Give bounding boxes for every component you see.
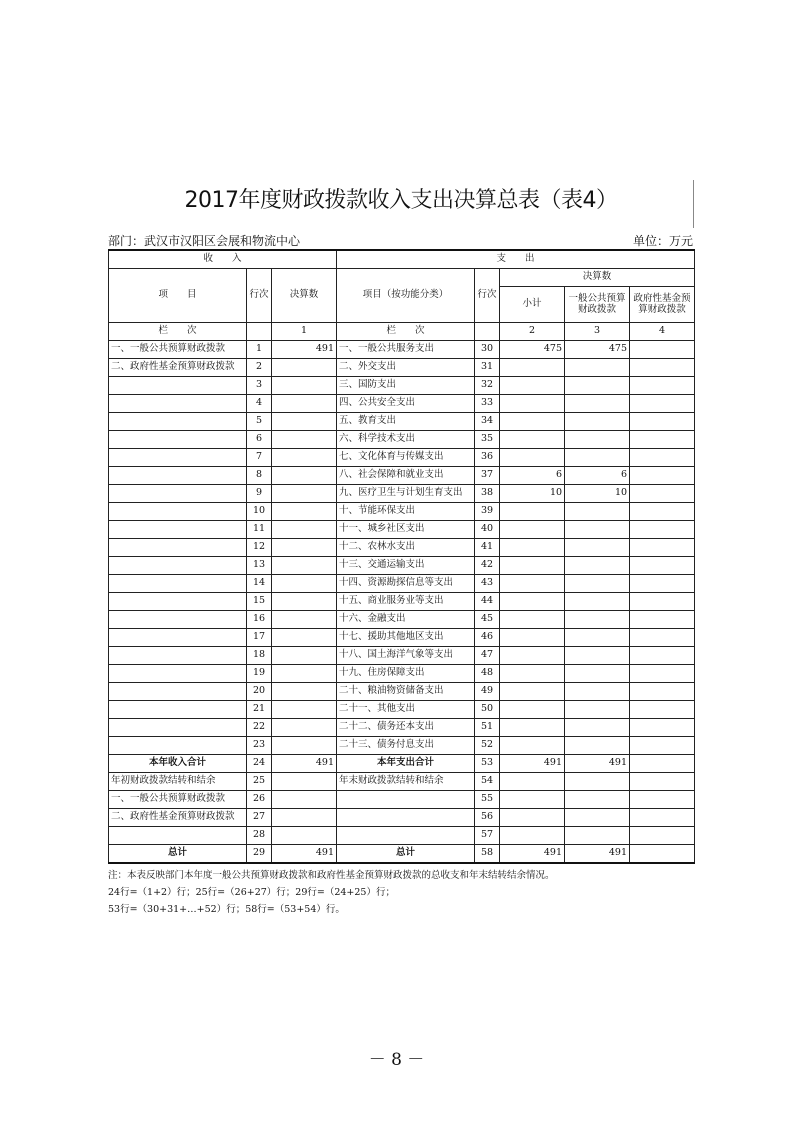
expense-general-budget [565, 593, 630, 611]
expense-general-budget [565, 413, 630, 431]
income-line-no: 2 [247, 359, 272, 377]
expense-general-budget [565, 665, 630, 683]
expense-item: 九、医疗卫生与计划生育支出 [337, 485, 475, 503]
expense-gov-fund [630, 485, 695, 503]
expense-line-no: 54 [475, 773, 500, 791]
income-amount: 491 [272, 755, 337, 773]
expense-item: 十九、住房保障支出 [337, 665, 475, 683]
expense-subtotal [500, 773, 565, 791]
expense-line-no: 58 [475, 845, 500, 864]
income-amount [272, 485, 337, 503]
expense-subtotal [500, 413, 565, 431]
general-budget-header: 一般公共预算财政拨款 [565, 287, 630, 323]
notes [108, 867, 555, 918]
income-line-no: 13 [247, 557, 272, 575]
expense-line-no: 40 [475, 521, 500, 539]
expense-item: 二十三、债务付息支出 [337, 737, 475, 755]
income-line-no: 10 [247, 503, 272, 521]
income-item [109, 719, 247, 737]
budget-table [108, 249, 695, 864]
income-item: 二、政府性基金预算财政拨款 [109, 809, 247, 827]
expense-line-no: 48 [475, 665, 500, 683]
table-row [109, 683, 695, 701]
expense-gov-fund [630, 701, 695, 719]
expense-line-no: 38 [475, 485, 500, 503]
expense-item [337, 809, 475, 827]
expense-subtotal [500, 503, 565, 521]
expense-item: 六、科学技术支出 [337, 431, 475, 449]
department-label: 部门：武汉市汉阳区会展和物流中心 [108, 234, 301, 248]
expense-header: 支 出 [337, 250, 695, 269]
expense-subtotal [500, 521, 565, 539]
expense-general-budget [565, 557, 630, 575]
expense-item: 十三、交通运输支出 [337, 557, 475, 575]
expense-general-budget [565, 647, 630, 665]
carry-row [109, 773, 695, 791]
income-amount [272, 683, 337, 701]
expense-line-no: 45 [475, 611, 500, 629]
expense-general-budget [565, 431, 630, 449]
expense-item: 五、教育支出 [337, 413, 475, 431]
income-amount [272, 701, 337, 719]
table-row [109, 629, 695, 647]
expense-gov-fund [630, 755, 695, 773]
carry-row [109, 827, 695, 845]
income-amount: 491 [272, 845, 337, 864]
income-line-no: 21 [247, 701, 272, 719]
income-item [109, 449, 247, 467]
expense-general-budget [565, 827, 630, 845]
expense-subtotal [500, 629, 565, 647]
expense-subtotal [500, 377, 565, 395]
expense-general-budget [565, 791, 630, 809]
income-amount [272, 809, 337, 827]
income-line-no: 15 [247, 593, 272, 611]
expense-subtotal: 10 [500, 485, 565, 503]
expense-subtotal [500, 701, 565, 719]
table-row [109, 539, 695, 557]
table-row [109, 575, 695, 593]
income-line-no: 16 [247, 611, 272, 629]
line-no2-header: 行次 [475, 269, 500, 323]
income-amount [272, 539, 337, 557]
income-item [109, 521, 247, 539]
income-amount [272, 431, 337, 449]
income-amount [272, 611, 337, 629]
final-amount-header: 决算数 [272, 269, 337, 323]
col2-label: 2 [500, 323, 565, 341]
income-line-no: 24 [247, 755, 272, 773]
expense-subtotal [500, 593, 565, 611]
income-amount [272, 377, 337, 395]
expense-general-budget [565, 521, 630, 539]
income-line-no: 19 [247, 665, 272, 683]
expense-subtotal [500, 809, 565, 827]
totals-row [109, 755, 695, 773]
income-item [109, 701, 247, 719]
income-amount [272, 467, 337, 485]
expense-subtotal [500, 557, 565, 575]
income-line-no: 28 [247, 827, 272, 845]
expense-subtotal [500, 611, 565, 629]
income-line-no: 25 [247, 773, 272, 791]
empty-cell [475, 323, 500, 341]
expense-general-budget [565, 539, 630, 557]
expense-line-no: 55 [475, 791, 500, 809]
empty-cell [247, 323, 272, 341]
expense-gov-fund [630, 431, 695, 449]
column2-label: 栏 次 [337, 323, 475, 341]
table-row [109, 449, 695, 467]
table-row [109, 647, 695, 665]
expense-subtotal: 491 [500, 845, 565, 864]
income-line-no: 5 [247, 413, 272, 431]
income-line-no: 1 [247, 341, 272, 359]
income-item [109, 467, 247, 485]
income-line-no: 12 [247, 539, 272, 557]
income-item [109, 413, 247, 431]
expense-gov-fund [630, 575, 695, 593]
income-item [109, 539, 247, 557]
expense-general-budget [565, 719, 630, 737]
page-number: － 8 － [368, 1050, 425, 1070]
table-row [109, 611, 695, 629]
income-amount [272, 449, 337, 467]
income-item: 总计 [109, 845, 247, 864]
income-line-no: 26 [247, 791, 272, 809]
income-item [109, 593, 247, 611]
expense-subtotal [500, 683, 565, 701]
subtotal-header: 小计 [500, 287, 565, 323]
line-no-header: 行次 [247, 269, 272, 323]
expense-gov-fund [630, 395, 695, 413]
note-line: 24行=（1+2）行；25行=（26+27）行；29行=（24+25）行； [108, 887, 395, 898]
expense-line-no: 51 [475, 719, 500, 737]
expense-line-no: 46 [475, 629, 500, 647]
expense-general-budget [565, 773, 630, 791]
expense-item: 十二、农林水支出 [337, 539, 475, 557]
expense-gov-fund [630, 629, 695, 647]
expense-item: 二十二、债务还本支出 [337, 719, 475, 737]
income-line-no: 20 [247, 683, 272, 701]
income-amount [272, 593, 337, 611]
table-row [109, 467, 695, 485]
expense-gov-fund [630, 521, 695, 539]
income-amount [272, 665, 337, 683]
income-item: 一、一般公共预算财政拨款 [109, 791, 247, 809]
income-amount [272, 647, 337, 665]
table-row [109, 557, 695, 575]
expense-line-no: 53 [475, 755, 500, 773]
expense-line-no: 39 [475, 503, 500, 521]
expense-gov-fund [630, 413, 695, 431]
gov-fund-header: 政府性基金预算财政拨款 [630, 287, 695, 323]
expense-item: 十八、国土海洋气象等支出 [337, 647, 475, 665]
expense-item: 十一、城乡社区支出 [337, 521, 475, 539]
expense-line-no: 50 [475, 701, 500, 719]
expense-gov-fund [630, 719, 695, 737]
expense-gov-fund [630, 359, 695, 377]
income-amount [272, 629, 337, 647]
expense-item: 十四、资源勘探信息等支出 [337, 575, 475, 593]
table-row [109, 413, 695, 431]
expense-line-no: 32 [475, 377, 500, 395]
income-amount [272, 413, 337, 431]
table-row [109, 593, 695, 611]
income-amount [272, 395, 337, 413]
income-line-no: 4 [247, 395, 272, 413]
income-item [109, 395, 247, 413]
income-line-no: 14 [247, 575, 272, 593]
expense-gov-fund [630, 647, 695, 665]
expense-item [337, 791, 475, 809]
expense-subtotal: 6 [500, 467, 565, 485]
expense-gov-fund [630, 737, 695, 755]
expense-gov-fund [630, 593, 695, 611]
expense-line-no: 52 [475, 737, 500, 755]
expense-item: 四、公共安全支出 [337, 395, 475, 413]
expense-general-budget [565, 737, 630, 755]
expense-item [337, 827, 475, 845]
income-amount [272, 827, 337, 845]
table-row [109, 737, 695, 755]
expense-line-no: 37 [475, 467, 500, 485]
expense-gov-fund [630, 827, 695, 845]
table-row [109, 503, 695, 521]
income-line-no: 18 [247, 647, 272, 665]
expense-general-budget [565, 629, 630, 647]
income-line-no: 8 [247, 467, 272, 485]
income-item [109, 827, 247, 845]
expense-subtotal [500, 431, 565, 449]
expense-general-budget [565, 611, 630, 629]
expense-subtotal [500, 827, 565, 845]
income-amount: 491 [272, 341, 337, 359]
note-line: 注：本表反映部门本年度一般公共预算财政拨款和政府性基金预算财政拨款的总收支和年末结转结余情况。 [108, 870, 555, 881]
table-row [109, 395, 695, 413]
expense-item: 七、文化体育与传媒支出 [337, 449, 475, 467]
income-line-no: 27 [247, 809, 272, 827]
table-row [109, 719, 695, 737]
expense-subtotal [500, 575, 565, 593]
col3-label: 3 [565, 323, 630, 341]
expense-general-budget [565, 809, 630, 827]
expense-general-budget [565, 683, 630, 701]
expense-subtotal [500, 737, 565, 755]
income-item [109, 377, 247, 395]
expense-item: 十五、商业服务业等支出 [337, 593, 475, 611]
expense-line-no: 36 [475, 449, 500, 467]
expense-gov-fund [630, 773, 695, 791]
income-item [109, 683, 247, 701]
note-line: 53行=（30+31+…+52）行；58行=（53+54）行。 [108, 904, 345, 915]
expense-general-budget: 475 [565, 341, 630, 359]
income-item: 一、一般公共预算财政拨款 [109, 341, 247, 359]
income-item [109, 431, 247, 449]
carry-row [109, 809, 695, 827]
expense-item: 年末财政拨款结转和结余 [337, 773, 475, 791]
expense-line-no: 41 [475, 539, 500, 557]
expense-item: 八、社会保障和就业支出 [337, 467, 475, 485]
expense-gov-fund [630, 845, 695, 864]
income-amount [272, 719, 337, 737]
expense-line-no: 47 [475, 647, 500, 665]
expense-general-budget [565, 449, 630, 467]
income-line-no: 3 [247, 377, 272, 395]
expense-line-no: 43 [475, 575, 500, 593]
income-amount [272, 575, 337, 593]
expense-line-no: 42 [475, 557, 500, 575]
item-header: 项 目 [109, 269, 247, 323]
table-row [109, 377, 695, 395]
expense-line-no: 31 [475, 359, 500, 377]
expense-subtotal: 491 [500, 755, 565, 773]
page-title: 2017年度财政拨款收入支出决算总表（表4） [184, 188, 618, 213]
income-amount [272, 503, 337, 521]
expense-subtotal [500, 791, 565, 809]
income-amount [272, 359, 337, 377]
expense-general-budget [565, 503, 630, 521]
income-item [109, 629, 247, 647]
income-item: 本年收入合计 [109, 755, 247, 773]
income-item [109, 665, 247, 683]
expense-gov-fund [630, 503, 695, 521]
column-index-row [109, 323, 695, 341]
expense-gov-fund [630, 611, 695, 629]
item-by-function-header: 项目（按功能分类） [337, 269, 475, 323]
table-row [109, 431, 695, 449]
expense-item: 二、外交支出 [337, 359, 475, 377]
income-line-no: 29 [247, 845, 272, 864]
expense-general-budget [565, 377, 630, 395]
expense-line-no: 44 [475, 593, 500, 611]
expense-gov-fund [630, 809, 695, 827]
income-amount [272, 773, 337, 791]
expense-subtotal [500, 449, 565, 467]
expense-general-budget [565, 701, 630, 719]
table-row [109, 359, 695, 377]
expense-subtotal [500, 539, 565, 557]
grand-total-row [109, 845, 695, 864]
expense-gov-fund [630, 791, 695, 809]
income-item [109, 503, 247, 521]
final-amount2-header: 决算数 [500, 269, 695, 287]
expense-item: 本年支出合计 [337, 755, 475, 773]
expense-subtotal [500, 395, 565, 413]
expense-item: 二十、粮油物资储备支出 [337, 683, 475, 701]
income-line-no: 7 [247, 449, 272, 467]
expense-general-budget: 6 [565, 467, 630, 485]
income-line-no: 22 [247, 719, 272, 737]
income-line-no: 17 [247, 629, 272, 647]
expense-item: 二十一、其他支出 [337, 701, 475, 719]
expense-general-budget: 10 [565, 485, 630, 503]
income-item [109, 485, 247, 503]
expense-line-no: 49 [475, 683, 500, 701]
income-item [109, 575, 247, 593]
income-amount [272, 557, 337, 575]
expense-gov-fund [630, 539, 695, 557]
expense-item: 十、节能环保支出 [337, 503, 475, 521]
income-amount [272, 791, 337, 809]
expense-gov-fund [630, 449, 695, 467]
income-amount [272, 737, 337, 755]
expense-subtotal [500, 647, 565, 665]
expense-line-no: 56 [475, 809, 500, 827]
income-line-no: 9 [247, 485, 272, 503]
expense-gov-fund [630, 341, 695, 359]
expense-general-budget [565, 359, 630, 377]
income-item: 二、政府性基金预算财政拨款 [109, 359, 247, 377]
income-item [109, 557, 247, 575]
expense-gov-fund [630, 683, 695, 701]
expense-general-budget [565, 575, 630, 593]
expense-subtotal [500, 665, 565, 683]
table-row [109, 341, 695, 359]
unit-label: 单位：万元 [632, 234, 693, 248]
income-item [109, 611, 247, 629]
expense-general-budget: 491 [565, 755, 630, 773]
col1-label: 1 [272, 323, 337, 341]
income-item [109, 737, 247, 755]
expense-gov-fund [630, 665, 695, 683]
expense-gov-fund [630, 557, 695, 575]
income-header: 收 入 [109, 250, 337, 269]
income-amount [272, 521, 337, 539]
col4-label: 4 [630, 323, 695, 341]
expense-item: 三、国防支出 [337, 377, 475, 395]
expense-general-budget [565, 395, 630, 413]
header-row-2 [109, 269, 695, 287]
income-line-no: 6 [247, 431, 272, 449]
expense-item: 十七、援助其他地区支出 [337, 629, 475, 647]
expense-general-budget: 491 [565, 845, 630, 864]
expense-gov-fund [630, 377, 695, 395]
income-line-no: 23 [247, 737, 272, 755]
header-row-1 [109, 250, 695, 269]
expense-subtotal [500, 359, 565, 377]
income-line-no: 11 [247, 521, 272, 539]
expense-item: 总计 [337, 845, 475, 864]
expense-line-no: 57 [475, 827, 500, 845]
expense-subtotal [500, 719, 565, 737]
expense-line-no: 30 [475, 341, 500, 359]
expense-item: 一、一般公共服务支出 [337, 341, 475, 359]
income-item [109, 647, 247, 665]
carry-row [109, 791, 695, 809]
expense-item: 十六、金融支出 [337, 611, 475, 629]
expense-subtotal: 475 [500, 341, 565, 359]
table-row [109, 485, 695, 503]
expense-gov-fund [630, 467, 695, 485]
table-row [109, 665, 695, 683]
column-label: 栏 次 [109, 323, 247, 341]
table-row [109, 521, 695, 539]
expense-line-no: 34 [475, 413, 500, 431]
expense-line-no: 35 [475, 431, 500, 449]
expense-line-no: 33 [475, 395, 500, 413]
table-row [109, 701, 695, 719]
income-item: 年初财政拨款结转和结余 [109, 773, 247, 791]
